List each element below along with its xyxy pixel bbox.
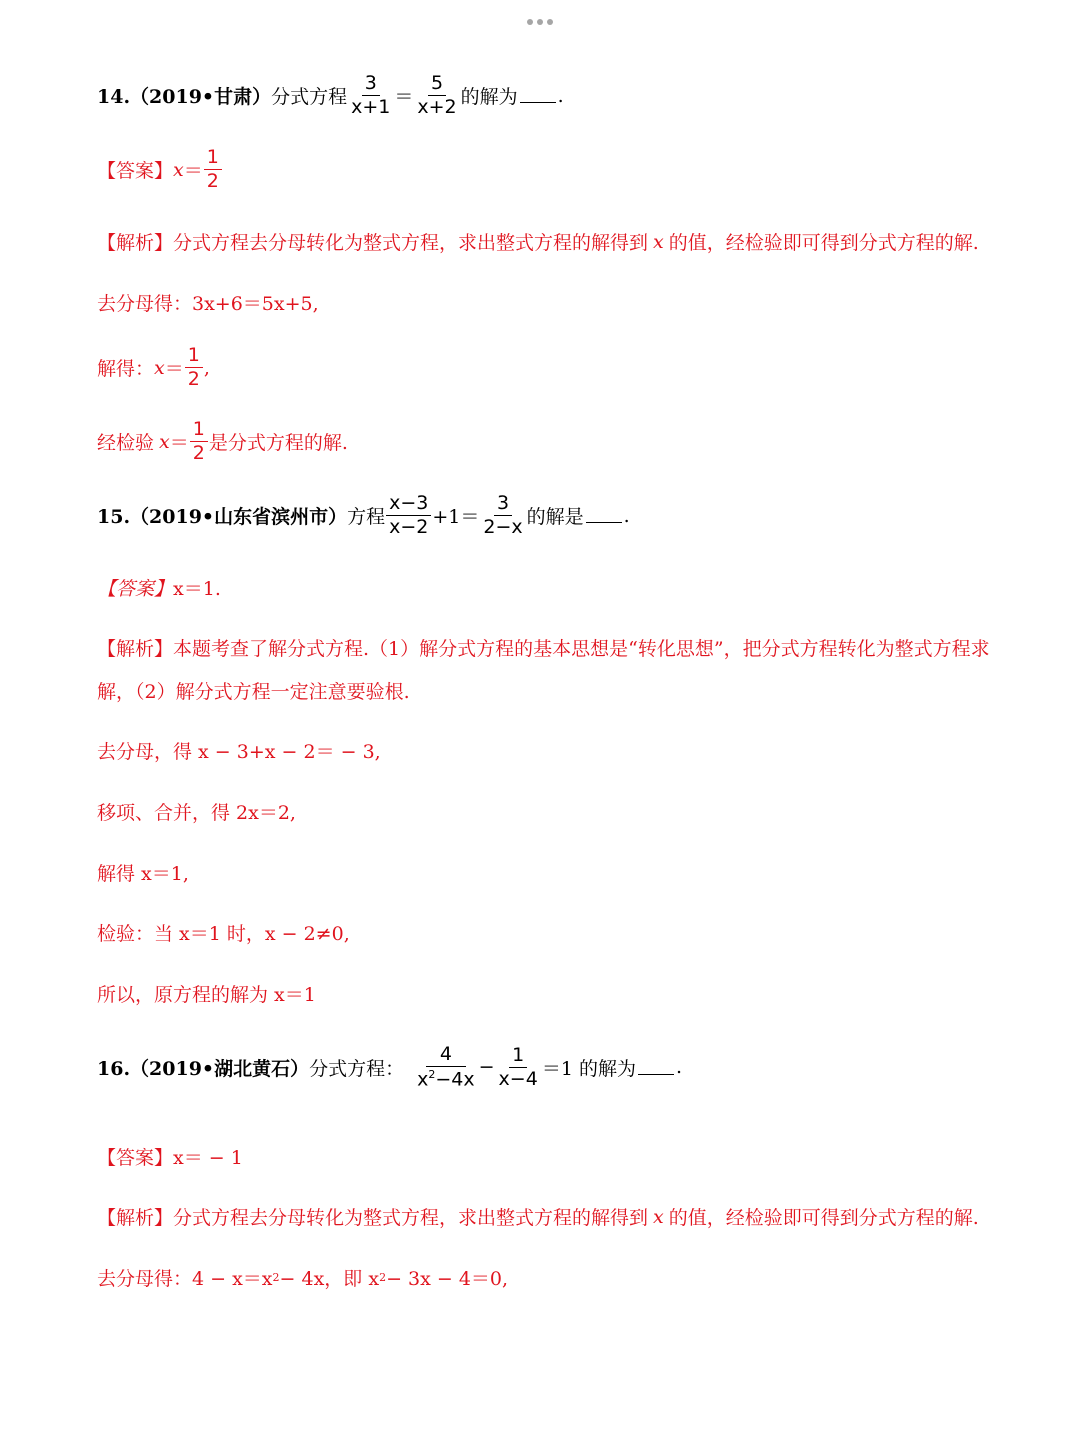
step-text: 解得： [97,358,155,380]
answer-blank [638,1060,674,1075]
period: . [623,504,630,527]
variable: x [653,230,664,253]
fraction: $\frac{5}{x+2}$ [417,72,457,118]
step-text: 移项、合并，得 2x＝2, [97,802,296,824]
analysis-14 [97,228,979,255]
fraction: $\frac{1}{2}$ [185,346,203,389]
analysis-text: 的值，经检验即可得到分式方程的解. [668,232,979,254]
question-16 [97,1045,682,1089]
answer-blank [586,508,622,523]
equals-sign: ＝ [169,432,189,454]
step-line [97,980,316,1007]
analysis-label: 【解析】 [97,1207,174,1229]
answer-14 [97,148,223,191]
analysis-text: 本题考查了解分式方程.（1）解分式方程的基本思想是“转化思想”，把分式方程转化为整式方程求 [173,638,990,660]
answer-label: 【答案】 [97,578,174,600]
question-text: 分式方程 [271,86,348,108]
question-text: 的解为 [460,86,518,108]
comma: , [203,356,210,379]
step-text: 去分母得：4 − x＝x [97,1268,273,1290]
step-text: 经检验 [97,432,155,454]
step-text: 去分母，得 x − 3+x − 2＝ − 3, [97,741,381,763]
question-15 [97,494,630,537]
question-14 [97,74,564,117]
exponent: 2 [272,1271,280,1284]
step-line [97,1264,508,1291]
analysis-label: 【解析】 [97,638,174,660]
fraction: $\frac{3}{2-x}$ [483,492,523,538]
step-text: 是分式方程的解. [208,432,348,454]
analysis-label: 【解析】 [97,232,174,254]
answer-16 [97,1143,243,1170]
analysis-15-continued [97,677,410,704]
step-text: − 4x，即 x [279,1268,380,1290]
analysis-16 [97,1203,979,1230]
variable: x [154,356,165,379]
analysis-text: 解，（2）解分式方程一定注意要验根. [97,681,410,703]
analysis-text: 的值，经检验即可得到分式方程的解. [668,1207,979,1229]
answer-blank [520,88,556,103]
variable: x [173,158,184,181]
fraction: $\frac{4}{x^2-4x}$ [417,1043,475,1091]
equals-sign: ＝ [394,86,414,108]
step-text: 检验：当 x＝1 时，x − 2≠0, [97,923,350,945]
minus-sign: − [478,1056,495,1079]
equals-sign: ＝ [164,358,184,380]
fraction: $\frac{3}{x+1}$ [351,72,391,118]
analysis-text: 分式方程去分母转化为整式方程，求出整式方程的解得到 [173,232,649,254]
equation-text: +1＝ [432,506,480,528]
analysis-text: 分式方程去分母转化为整式方程，求出整式方程的解得到 [173,1207,649,1229]
fraction: $\frac{1}{x-4}$ [498,1043,538,1090]
exponent: 2 [379,1271,387,1284]
question-text: 的解是 [526,506,584,528]
question-number: 15.（2019•山东省滨州市） [97,506,348,528]
step-text: 解得 x＝1, [97,863,189,885]
step-line [97,859,189,886]
question-number: 14.（2019•甘肃） [97,86,272,108]
step-text: 去分母得：3x+6＝5x+5, [97,293,319,315]
fraction: $\frac{1}{2}$ [204,148,222,191]
answer-text: x＝1. [173,578,221,600]
equals-sign: ＝ [183,160,203,182]
step-line [97,798,296,825]
answer-text: x＝ − 1 [173,1147,243,1169]
question-text: 方程 [347,506,386,528]
step-text: − 3x − 4＝0, [386,1268,509,1290]
step-line [97,346,210,389]
analysis-15 [97,634,990,661]
step-line [97,289,319,316]
fraction: $\frac{1}{2}$ [190,420,208,463]
answer-15 [97,574,221,601]
period: . [557,84,564,107]
step-text: 所以，原方程的解为 x＝1 [97,984,316,1006]
more-options-icon[interactable] [0,8,1080,30]
step-line [97,420,348,463]
step-line [97,737,381,764]
answer-label: 【答案】 [97,1147,174,1169]
answer-label: 【答案】 [97,160,174,182]
fraction: $\frac{x-3}{x-2}$ [386,494,431,537]
period: . [675,1056,682,1079]
question-text: 分式方程： [309,1057,405,1080]
variable: x [159,430,170,453]
step-line [97,919,350,946]
variable: x [653,1205,664,1228]
question-number: 16.（2019•湖北黄石） [97,1057,310,1080]
question-text: ＝1 的解为 [541,1057,636,1080]
